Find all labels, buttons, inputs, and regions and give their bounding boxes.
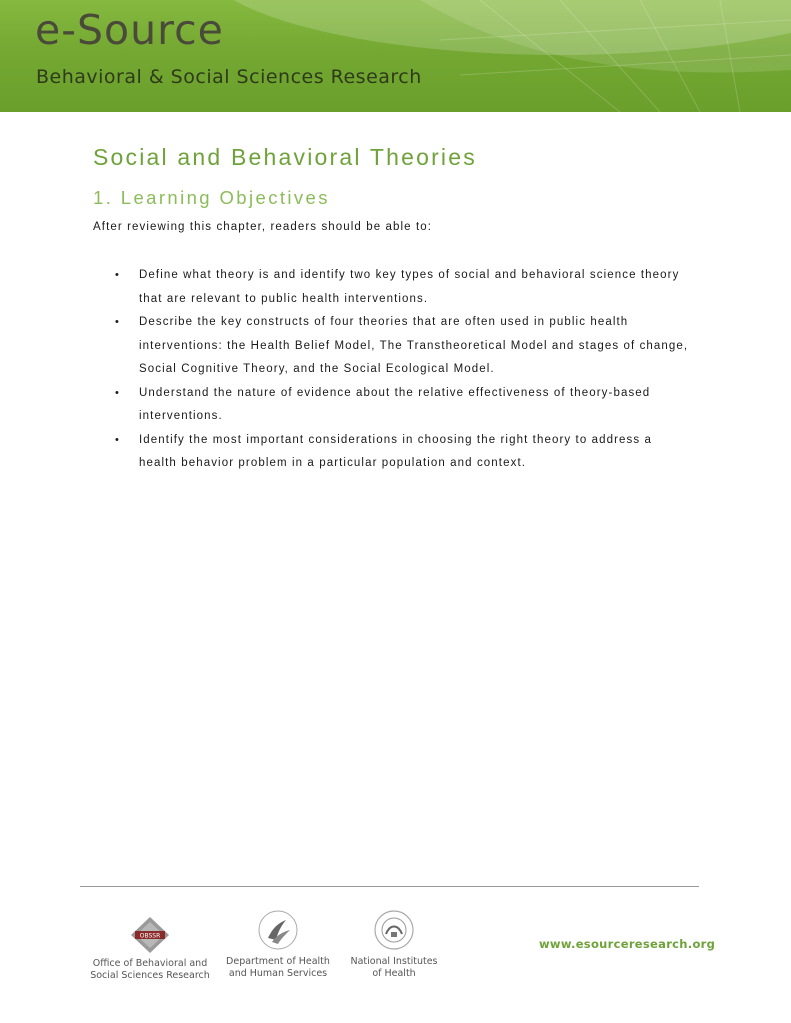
objective-line: that are relevant to public health interventions. — [139, 292, 429, 305]
footer-logo-obssr — [88, 916, 212, 982]
brand-title: e-Source — [35, 6, 224, 54]
objective-item — [93, 311, 733, 382]
objective-line: Define what theory is and identify two key types of social and behavioral science theory — [139, 269, 680, 281]
footer-divider — [80, 886, 699, 887]
logo-caption: Department of Health — [226, 956, 330, 967]
objective-line: Describe the key constructs of four theories that are often used in public health — [139, 316, 629, 328]
footer-logo-nih — [344, 908, 444, 980]
footer-logo-hhs — [220, 908, 336, 980]
objective-line: Understand the nature of evidence about the relative effectiveness of theory-based — [139, 386, 651, 399]
logo-caption: of Health — [372, 968, 416, 979]
logo-caption: and Human Services — [228, 968, 328, 979]
bullet-icon: • — [115, 269, 120, 281]
obssr-logo-icon — [130, 916, 170, 954]
bullet-icon: • — [115, 386, 120, 399]
website-link[interactable]: www.esourceresearch.org — [539, 937, 716, 951]
objective-line: Social Cognitive Theory, and the Social Ecological Model. — [139, 363, 495, 375]
document-title: Social and Behavioral Theories — [93, 144, 477, 170]
learning-objectives-list — [93, 264, 733, 476]
intro-text: After reviewing this chapter, readers should be able to: — [93, 221, 433, 233]
objective-item — [93, 264, 733, 311]
objective-line: health behavior problem in a particular population and context. — [139, 457, 527, 469]
objective-item — [93, 382, 733, 429]
objective-item — [93, 429, 733, 476]
logo-caption: Social Sciences Research — [90, 970, 210, 981]
hhs-eagle-logo-icon — [256, 908, 300, 952]
nih-seal-logo-icon — [372, 908, 416, 952]
brand-subtitle: Behavioral & Social Sciences Research — [36, 66, 422, 88]
objective-line: interventions: the Health Belief Model, The Transtheoretical Model and stages of change, — [139, 339, 689, 352]
objective-line: interventions. — [139, 410, 223, 422]
bullet-icon: • — [115, 316, 120, 328]
logo-caption: National Institutes — [350, 956, 438, 967]
objective-line: Identify the most important considerations in choosing the right theory to address a — [139, 433, 653, 446]
bullet-icon: • — [115, 433, 120, 446]
header-banner — [0, 0, 791, 112]
section-heading: 1. Learning Objectives — [93, 187, 330, 208]
logo-caption: Office of Behavioral and — [92, 958, 208, 969]
obssr-mark-text: OBSSR — [139, 932, 161, 940]
